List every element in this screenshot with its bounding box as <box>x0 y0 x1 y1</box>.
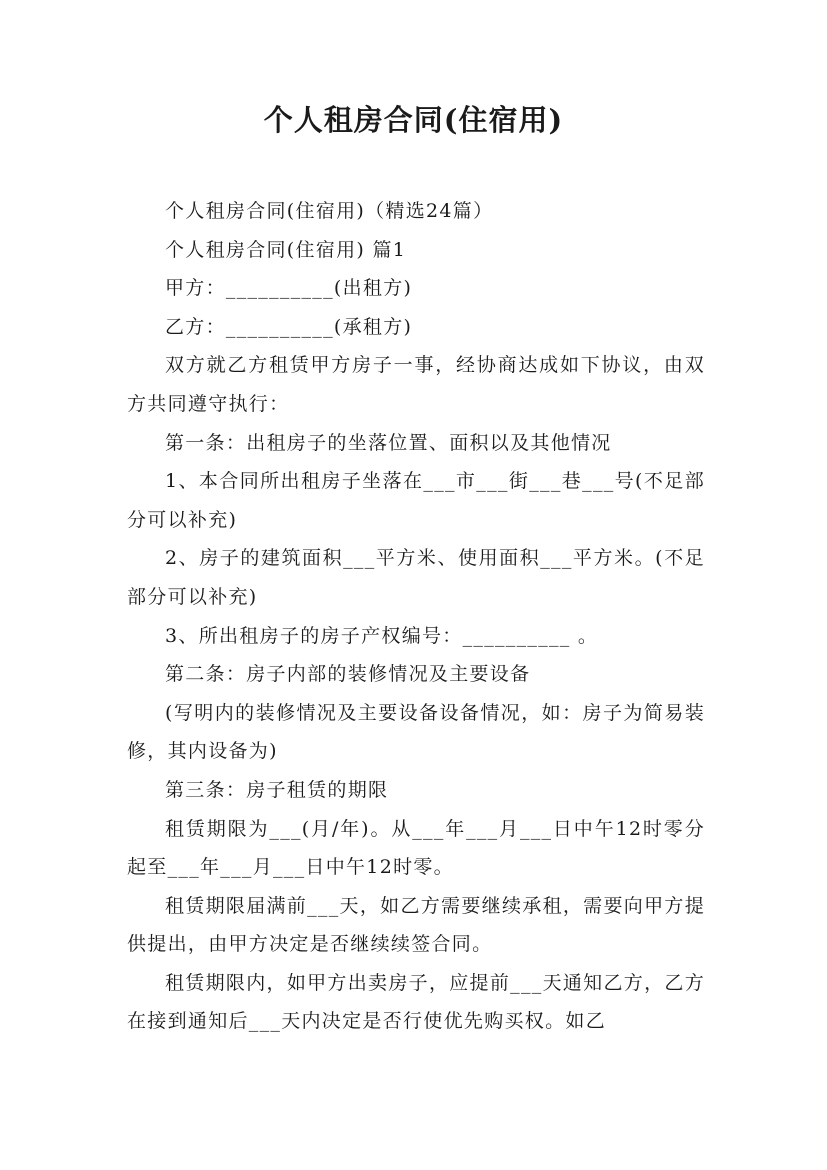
paragraph: 双方就乙方租赁甲方房子一事，经协商达成如下协议，由双方共同遵守执行： <box>127 354 705 415</box>
paragraph: 租赁期限内，如甲方出卖房子，应提前___天通知乙方，乙方在接到通知后___天内决定是否行使优先购买权。如乙 <box>127 971 705 1033</box>
document-body <box>127 192 705 1041</box>
paragraph: 乙方：__________(承租方) <box>165 315 413 338</box>
paragraph: 第三条：房子租赁的期限 <box>165 778 389 801</box>
document-title: 个人租房合同(住宿用) <box>263 103 564 137</box>
paragraph: 第一条：出租房子的坐落位置、面积以及其他情况 <box>165 431 612 454</box>
paragraph: 甲方：__________(出租方) <box>165 277 413 300</box>
paragraph: 2、房子的建筑面积___平方米、使用面积___平方米。(不足部分可以补充) <box>127 547 705 608</box>
paragraph: 3、所出租房子的房子产权编号：__________ 。 <box>165 624 599 647</box>
paragraph: 第二条：房子内部的装修情况及主要设备 <box>165 663 531 686</box>
paragraph: 租赁期限为___(月/年)。从___年___月___日中午12时零分起至___年___月___日中午12时零。 <box>127 817 705 879</box>
paragraph: 1、本合同所出租房子坐落在___市___街___巷___号(不足部分可以补充) <box>127 470 705 531</box>
paragraph: 租赁期限届满前___天，如乙方需要继续承租，需要向甲方提供提出，由甲方决定是否继续续签合同。 <box>127 894 705 956</box>
paragraph: (写明内的装修情况及主要设备设备情况，如：房子为简易装修，其内设备为) <box>127 701 705 763</box>
paragraph: 个人租房合同(住宿用)（精选24篇） <box>165 200 494 222</box>
paragraph: 个人租房合同(住宿用) 篇1 <box>165 238 407 261</box>
